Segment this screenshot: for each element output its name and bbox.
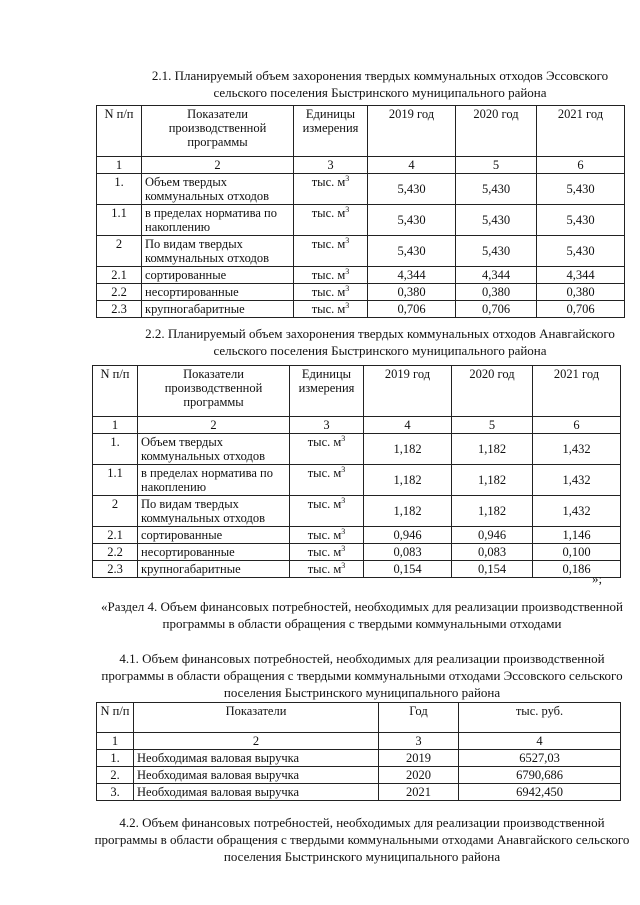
table-row [97,267,625,284]
row-year: 2021 [379,784,459,801]
value-2019: 0,154 [364,561,452,578]
colnum-row [97,157,625,174]
value-2019: 0,946 [364,527,452,544]
row-name: сортированные [142,267,294,284]
header-units: Единицы измерения [294,106,368,157]
header-n: N п/п [97,106,142,157]
colnum: 2 [134,733,379,750]
value-2020: 0,946 [452,527,533,544]
row-name: Необходимая валовая выручка [134,750,379,767]
value-2021: 0,100 [533,544,621,561]
row-name: несортированные [142,284,294,301]
row-name: Объем твердых коммунальных отходов [138,434,290,465]
row-name: в пределах норматива по накоплению [142,205,294,236]
row-number: 2 [97,236,142,267]
row-unit: тыс. $м^3$ [290,496,364,527]
row-unit: тыс. $м^3$ [290,561,364,578]
header-indicators: Показатели [134,703,379,733]
row-unit: тыс. $м^3$ [294,284,368,301]
colnum: 4 [459,733,621,750]
table-header-row [93,366,621,417]
colnum: 4 [368,157,456,174]
row-unit: тыс. $м^3$ [290,527,364,544]
value-2019: 0,083 [364,544,452,561]
header-2021: 2021 год [537,106,625,157]
row-name: в пределах норматива по накоплению [138,465,290,496]
value-2020: 1,182 [452,434,533,465]
colnum: 1 [93,417,138,434]
row-number: 1. [97,174,142,205]
table-row [97,284,625,301]
row-value: 6790,686 [459,767,621,784]
row-unit: тыс. $м^3$ [294,301,368,318]
value-2019: 0,380 [368,284,456,301]
header-indicators: Показатели производственной программы [142,106,294,157]
value-2020: 5,430 [456,236,537,267]
value-2019: 5,430 [368,174,456,205]
table-row [93,496,621,527]
value-2019: 1,182 [364,434,452,465]
value-2020: 0,083 [452,544,533,561]
value-2019: 5,430 [368,236,456,267]
colnum: 1 [97,157,142,174]
row-name: крупногабаритные [142,301,294,318]
table-2-1 [96,105,625,318]
header-2019: 2019 год [364,366,452,417]
row-unit: тыс. $м^3$ [294,205,368,236]
row-number: 2. [97,767,134,784]
header-n: N п/п [93,366,138,417]
table-row [97,174,625,205]
header-2020: 2020 год [452,366,533,417]
colnum: 2 [142,157,294,174]
row-name: несортированные [138,544,290,561]
value-2021: 0,380 [537,284,625,301]
table-4-1 [96,702,621,801]
table-row [93,465,621,496]
row-unit: тыс. $м^3$ [294,236,368,267]
table-row [97,205,625,236]
header-indicators: Показатели производственной программы [138,366,290,417]
colnum: 3 [294,157,368,174]
row-name: сортированные [138,527,290,544]
colnum: 4 [364,417,452,434]
colnum-row [93,417,621,434]
row-number: 2.3 [97,301,142,318]
value-2019: 5,430 [368,205,456,236]
table-row [97,784,621,801]
caption-2-1: 2.1. Планируемый объем захоронения твердых коммунальных отходов Эссовского сельского поселения Быстринского муниципального района [151,68,609,100]
value-2020: 0,154 [452,561,533,578]
value-2020: 0,380 [456,284,537,301]
table-row [97,236,625,267]
colnum: 1 [97,733,134,750]
row-name: Необходимая валовая выручка [134,784,379,801]
row-number: 3. [97,784,134,801]
section-4-heading: «Раздел 4. Объем финансовых потребностей, необходимых для реализации производственной программы в области обращения с твердыми коммунальными отходами [101,599,623,631]
header-year: Год [379,703,459,733]
row-value: 6942,450 [459,784,621,801]
row-number: 2.3 [93,561,138,578]
colnum: 3 [379,733,459,750]
row-unit: тыс. $м^3$ [294,267,368,284]
value-2020: 1,182 [452,465,533,496]
table-row [93,544,621,561]
colnum: 6 [533,417,621,434]
value-2021: 1,432 [533,434,621,465]
row-number: 2.1 [93,527,138,544]
row-name: Объем твердых коммунальных отходов [142,174,294,205]
header-n: N п/п [97,703,134,733]
colnum: 3 [290,417,364,434]
colnum-row [97,733,621,750]
table-header-row [97,106,625,157]
row-name: По видам твердых коммунальных отходов [142,236,294,267]
row-value: 6527,03 [459,750,621,767]
row-unit: тыс. $м^3$ [294,174,368,205]
value-2021: 1,432 [533,496,621,527]
value-2019: 0,706 [368,301,456,318]
row-year: 2019 [379,750,459,767]
caption-2-2: 2.2. Планируемый объем захоронения твердых коммунальных отходов Анавгайского сельского поселения Быстринского муниципального района [145,326,615,358]
value-2019: 1,182 [364,496,452,527]
table-row [97,750,621,767]
caption-4-1: 4.1. Объем финансовых потребностей, необходимых для реализации производственной программы в области обращения с твердыми коммунальными отходами Эссовского сельского поселения Быстринского муниципального района [101,651,623,700]
table-header-row [97,703,621,733]
colnum: 6 [537,157,625,174]
row-name: Необходимая валовая выручка [134,767,379,784]
value-2021: 5,430 [537,236,625,267]
value-2021: 1,432 [533,465,621,496]
value-2021: 5,430 [537,205,625,236]
row-name: По видам твердых коммунальных отходов [138,496,290,527]
value-2019: 4,344 [368,267,456,284]
caption-4-2: 4.2. Объем финансовых потребностей, необходимых для реализации производственной программы в области обращения с твердыми коммунальными отходами Анавгайского сельского поселения Быстринского муниципального района [94,815,630,864]
row-number: 2 [93,496,138,527]
closing-quote: »; [592,571,603,586]
row-number: 1. [97,750,134,767]
row-unit: тыс. $м^3$ [290,434,364,465]
table-row [93,434,621,465]
value-2021: 4,344 [537,267,625,284]
row-number: 1.1 [93,465,138,496]
header-rub: тыс. руб. [459,703,621,733]
value-2021: 5,430 [537,174,625,205]
value-2020: 5,430 [456,205,537,236]
value-2021: 0,186 [533,561,621,578]
colnum: 5 [452,417,533,434]
row-number: 2.2 [93,544,138,561]
header-units: Единицы измерения [290,366,364,417]
value-2019: 1,182 [364,465,452,496]
header-2021: 2021 год [533,366,621,417]
table-2-2 [92,365,621,578]
table-row [93,561,621,578]
row-number: 1.1 [97,205,142,236]
header-2019: 2019 год [368,106,456,157]
table-row [93,527,621,544]
row-name: крупногабаритные [138,561,290,578]
row-unit: тыс. $м^3$ [290,544,364,561]
value-2021: 0,706 [537,301,625,318]
colnum: 5 [456,157,537,174]
table-row [97,301,625,318]
value-2020: 1,182 [452,496,533,527]
row-number: 1. [93,434,138,465]
row-unit: тыс. $м^3$ [290,465,364,496]
row-number: 2.2 [97,284,142,301]
row-number: 2.1 [97,267,142,284]
value-2020: 0,706 [456,301,537,318]
colnum: 2 [138,417,290,434]
value-2020: 5,430 [456,174,537,205]
table-row [97,767,621,784]
header-2020: 2020 год [456,106,537,157]
value-2020: 4,344 [456,267,537,284]
value-2021: 1,146 [533,527,621,544]
row-year: 2020 [379,767,459,784]
